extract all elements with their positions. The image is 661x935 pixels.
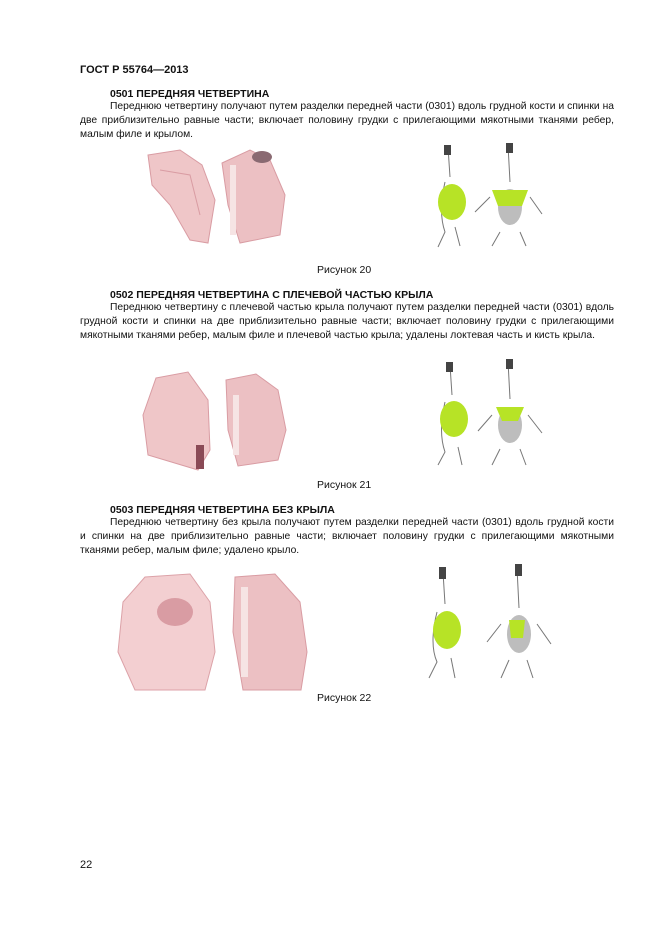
figure-caption-21: Рисунок 21 xyxy=(317,479,372,491)
bird-skeleton-diagram-2 xyxy=(430,357,560,469)
bird-skeleton-diagram-1 xyxy=(430,142,560,250)
section-title-0502: 0502 ПЕРЕДНЯЯ ЧЕТВЕРТИНА С ПЛЕЧЕВОЙ ЧАСТЬЮ КРЫЛА xyxy=(110,289,434,301)
section-text-0502-body: Переднюю четвертину с плечевой частью крыла получают путем разделки передней части (0301) вдоль грудной кости и спинки на две приблизительно равные части; включает половину грудки с прилегающими мякотными тканями ребер, малым филе и плечевой частью крыла; удалены локтевая часть и кисть крыла. xyxy=(80,302,614,342)
meat-photo-1 xyxy=(140,145,290,247)
section-text-0501-body: Переднюю четвертину получают путем разделки передней части (0301) вдоль грудной кости и спинки на две приблизительно равные части; включает половину грудки с прилегающими мякотными тканями ребер, малым филе и крылом. xyxy=(80,101,614,141)
meat-photo-3 xyxy=(115,572,310,694)
meat-photo-2 xyxy=(138,370,290,472)
section-text-0502 xyxy=(80,301,614,344)
bird-skeleton-diagram-3 xyxy=(425,562,560,682)
section-title-0501: 0501 ПЕРЕДНЯЯ ЧЕТВЕРТИНА xyxy=(110,88,270,100)
standard-header: ГОСТ Р 55764—2013 xyxy=(80,64,189,76)
figure-caption-20: Рисунок 20 xyxy=(317,264,372,276)
page-number: 22 xyxy=(80,859,93,871)
section-text-0501 xyxy=(80,100,614,143)
section-title-0503: 0503 ПЕРЕДНЯЯ ЧЕТВЕРТИНА БЕЗ КРЫЛА xyxy=(110,504,335,516)
figure-caption-22: Рисунок 22 xyxy=(317,692,372,704)
section-text-0503 xyxy=(80,516,614,559)
section-text-0503-body: Переднюю четвертину без крыла получают путем разделки передней части (0301) вдоль грудной кости и спинки на две приблизительно равные части; включает половину грудки с прилегающими мякотными тканями ребер, малым филе; удалено крыло. xyxy=(80,517,614,557)
